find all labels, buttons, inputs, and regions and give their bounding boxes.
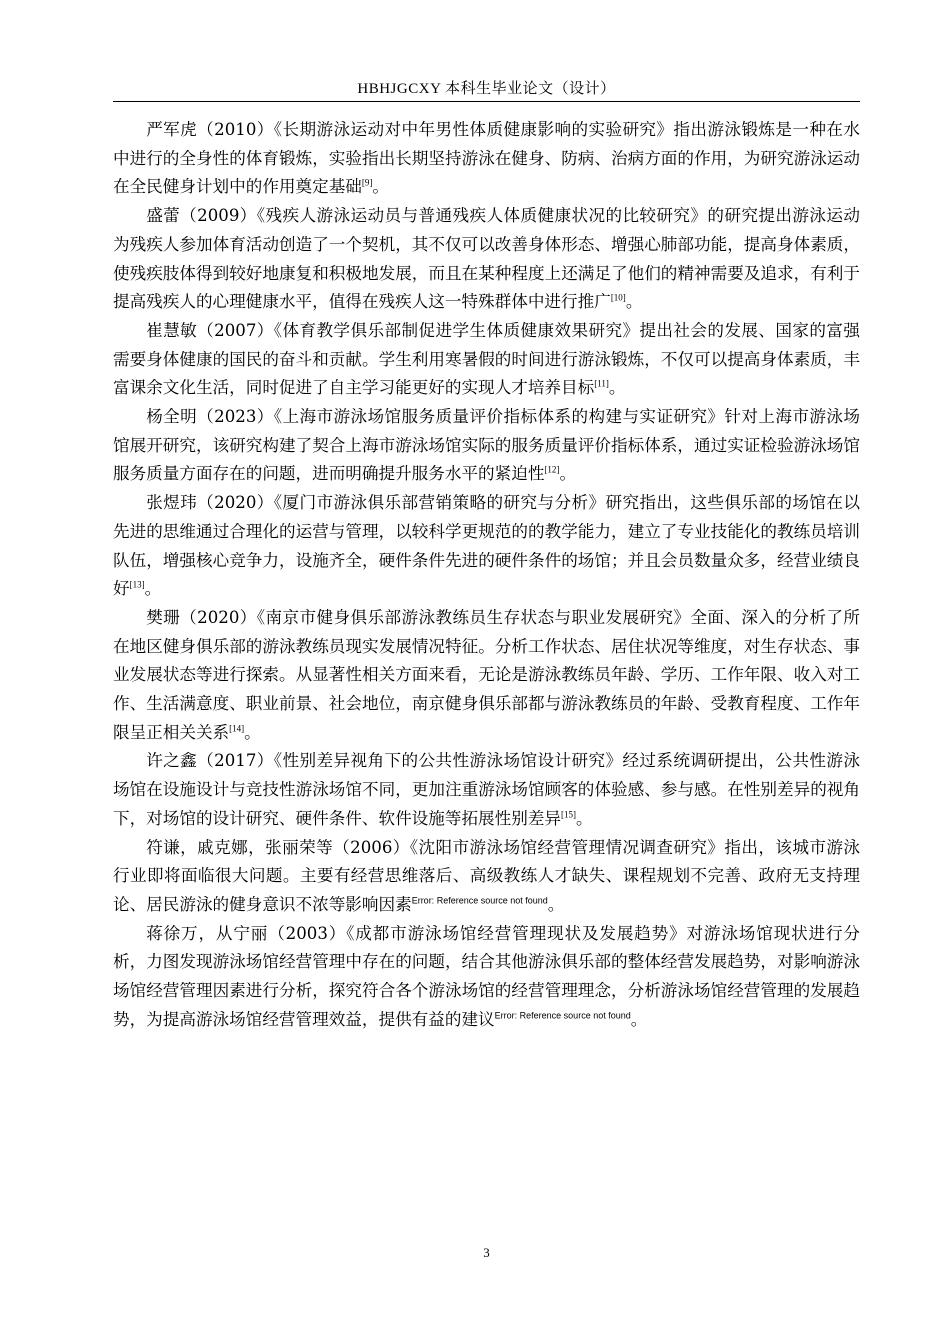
paragraph-9 (113, 920, 860, 1035)
paragraph-5 (113, 489, 860, 604)
body-text (113, 116, 860, 1035)
page-number: 3 (483, 1245, 490, 1260)
paragraph-text: 符谦，戚克娜，张丽荣等（2006）《沈阳市游泳场馆经营管理情况调查研究》指出，该城市游泳行业即将面临很大问题。主要有经营思维落后、高级教练人才缺失、课程规划不完善、政府无支持理论、居民游泳的健身意识不浓等影响因素 (113, 837, 860, 914)
paragraph-end: 。 (372, 177, 389, 197)
paragraph-6 (113, 604, 860, 748)
paragraph-text: 许之鑫（2017）《性别差异视角下的公共性游泳场馆设计研究》经过系统调研提出，公共性游泳场馆在设施设计与竞技性游泳场馆不同，更加注重游泳场馆顾客的体验感、参与感。在性别差异的视角下，对场馆的设计研究、硬件条件、软件设施等拓展性别差异 (113, 751, 860, 828)
paragraph-text: 崔慧敏（2007）《体育教学俱乐部制促进学生体质健康效果研究》提出社会的发展、国家的富强需要身体健康的国民的奋斗和贡献。学生利用寒暑假的时间进行游泳锻炼，不仅可以提高身体素质，丰富课余文化生活，同时促进了自主学习能更好的实现人才培养目标 (113, 320, 860, 398)
citation-error: Error: Reference source not found (411, 895, 548, 906)
paragraph-text: 樊珊（2020）《南京市健身俱乐部游泳教练员生存状态与职业发展研究》全面、深入的分析了所在地区健身俱乐部的游泳教练员现实发展情况特征。分析工作状态、居住状况等维度，对生存状态、事业发展状态等进行探索。从显著性相关方面来看，无论是游泳教练员年龄、学历、工作年限、收入对工作、生活满意度、职业前景、社会地位，南京健身俱乐部都与游泳教练员的年龄、受教育程度、工作年限呈正相关关系 (113, 607, 860, 742)
paragraph-text: 盛蕾（2009）《残疾人游泳运动员与普通残疾人体质健康状况的比较研究》的研究提出游泳运动为残疾人参加体育活动创造了一个契机，其不仅可以改善身体形态、增强心肺部功能，提高身体素质，使残疾肢体得到较好地康复和积极地发展，而且在某种程度上还满足了他们的精神需要及追求，有利于提高残疾人的心理健康水平，值得在残疾人这一特殊群体中进行推广 (113, 206, 860, 312)
paragraph-end: 。 (625, 292, 643, 312)
paragraph-8 (113, 834, 860, 920)
citation-error: Error: Reference source not found (494, 1010, 631, 1021)
paragraph-3 (113, 317, 860, 403)
paragraph-end: 。 (576, 808, 593, 828)
paragraph-end: 。 (244, 722, 261, 742)
citation-ref: [10] (610, 292, 626, 303)
paragraph-text: 严军虎（2010）《长期游泳运动对中年男性体质健康影响的实验研究》指出游泳锻炼是一种在水中进行的全身性的体育锻炼，实验指出长期坚持游泳在健身、防病、治病方面的作用，为研究游泳运动在全民健身计划中的作用奠定基础 (113, 120, 860, 197)
paragraph-end: 。 (608, 378, 626, 398)
paragraph-4 (113, 403, 860, 489)
paragraph-text: 杨全明（2023）《上海市游泳场馆服务质量评价指标体系的构建与实证研究》针对上海市游泳场馆展开研究，该研究构建了契合上海市游泳场馆实际的服务质量评价指标体系，通过实证检验游泳场馆服务质量方面存在的问题，进而明确提升服务水平的紧迫性 (113, 407, 860, 484)
paragraph-text: 张煜玮（2020）《厦门市游泳俱乐部营销策略的研究与分析》研究指出，这些俱乐部的场馆在以先进的思维通过合理化的运营与管理，以较科学更规范的的教学能力，建立了专业技能化的教练员培训队伍，增强核心竞争力，设施齐全，硬件条件先进的硬件条件的场馆；并且会员数量众多，经营业绩良好 (113, 493, 860, 599)
citation-ref: [11] (594, 378, 609, 389)
paragraph-end: 。 (144, 579, 162, 599)
paragraph-1 (113, 116, 860, 202)
page-header: HBHJGCXY 本科生毕业论文（设计） (357, 81, 616, 97)
paragraph-7 (113, 747, 860, 833)
citation-ref: [12] (544, 464, 560, 475)
paragraph-end: 。 (559, 464, 577, 484)
citation-ref: [13] (129, 579, 145, 590)
paragraph-end: 。 (630, 1009, 648, 1029)
paragraph-end: 。 (547, 894, 565, 914)
header-divider (113, 101, 860, 102)
citation-ref: [14] (229, 723, 245, 734)
paragraph-2 (113, 202, 860, 317)
citation-ref: [15] (561, 809, 577, 820)
citation-ref: [9] (361, 177, 373, 188)
paragraph-text: 蒋徐万，从宁丽（2003）《成都市游泳场馆经营管理现状及发展趋势》对游泳场馆现状进行分析，力图发现游泳场馆经营管理中存在的问题，结合其他游泳俱乐部的整体经营发展趋势，对影响游泳场馆经营管理因素进行分析，探究符合各个游泳场馆的经营管理理念，分析游泳场馆经营管理的发展趋势，为提高游泳场馆经营管理效益，提供有益的建议 (113, 923, 860, 1029)
